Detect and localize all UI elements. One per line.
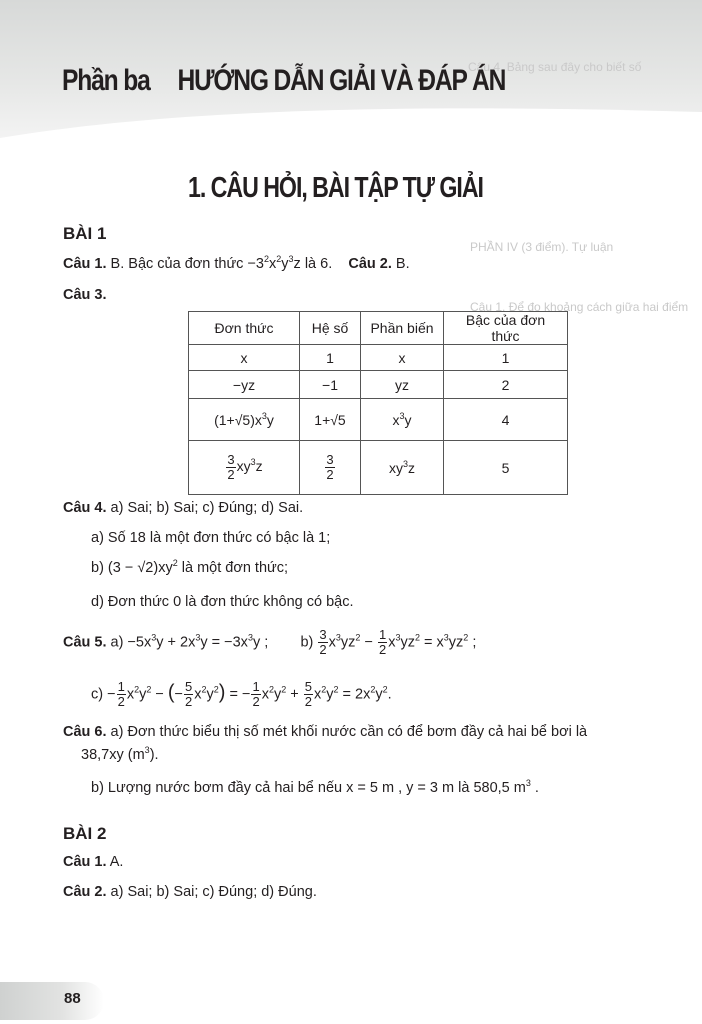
cau5-label: Câu 5. bbox=[63, 634, 107, 651]
table-row bbox=[189, 399, 568, 441]
bleed-through-text: Câu 4. Bảng sau đây cho biết số bbox=[468, 60, 642, 74]
table-cell: −yz bbox=[189, 371, 300, 399]
table-cell: $x^3y$ bbox=[361, 399, 444, 441]
table-header: Bậc của đơn thức bbox=[444, 312, 568, 345]
bai1-cau1 bbox=[63, 254, 410, 274]
bai2-cau2 bbox=[63, 882, 317, 902]
bai1-cau6 bbox=[63, 722, 587, 742]
cau4-label: Câu 4. bbox=[63, 500, 107, 516]
cau6-b-mid: là 580,5 m bbox=[458, 780, 526, 796]
bai2-cau1-text: A. bbox=[109, 854, 124, 870]
table-cell: $(1+√5)x^3y$ bbox=[189, 399, 300, 441]
table-header-row bbox=[189, 312, 568, 345]
cau6-a-cont: 38,7xy $(m^3)$. bbox=[81, 745, 159, 763]
table-header: Đơn thức bbox=[189, 312, 300, 345]
part-heading: HƯỚNG DẪN GIẢI VÀ ĐÁP ÁN bbox=[177, 64, 506, 97]
part-label: Phần ba bbox=[62, 64, 150, 97]
table-cell: 1 bbox=[300, 345, 361, 371]
cau5-c: c) − $\frac{1}{2}$ $x^2y^2$ − (− $\frac{5}{2}$ $x^2y^2$) = − $\frac{1}{2}$ $x^2y^2$ + $\frac{5}{2}$ $x^2y^2 = 2x^2y^2$. bbox=[91, 679, 392, 709]
bleed-through-text: PHẦN IV (3 điểm). Tự luận bbox=[470, 240, 614, 254]
table-header: Hệ số bbox=[300, 312, 361, 345]
page-number-tab bbox=[0, 982, 104, 1020]
section-title: 1. CÂU HỎI, BÀI TẬP TỰ GIẢI bbox=[188, 172, 483, 204]
table-cell: $\frac{3}{2}$ bbox=[300, 441, 361, 495]
header-curve bbox=[0, 104, 702, 164]
bai2-cau1 bbox=[63, 852, 123, 872]
table-row bbox=[189, 371, 568, 399]
bai2-cau2-text: a) Sai; b) Sai; c) Đúng; d) Đúng. bbox=[110, 884, 317, 900]
cau1-text-b: là 6. bbox=[304, 256, 333, 272]
table-cell: −1 bbox=[300, 371, 361, 399]
table-cell: 1 bbox=[444, 345, 568, 371]
cau6-label: Câu 6. bbox=[63, 724, 107, 740]
monomial-table bbox=[188, 311, 568, 495]
bai1-cau4 bbox=[63, 498, 303, 518]
table-cell: 4 bbox=[444, 399, 568, 441]
table-header: Phần biến bbox=[361, 312, 444, 345]
bai1-cau5: Câu 5. $a) -5x^3y + 2x^3y = -3x^3y$ ; b) $\frac{3}{2}$ $x^3yz^2$ − $\frac{1}{2}$ $x^3yz^2 = x^3yz^2$ ; bbox=[63, 627, 477, 657]
cau2-label: Câu 2. bbox=[348, 256, 392, 272]
cau6-a: a) Đơn thức biểu thị số mét khối nước cần có để bơm đầy cả hai bể bơi là bbox=[110, 724, 588, 740]
bai1-cau3 bbox=[63, 285, 107, 305]
cau2-text: B. bbox=[395, 256, 410, 272]
cau4-a: a) Số 18 là một đơn thức có bậc là 1; bbox=[91, 530, 331, 546]
cau4-b-suffix: là một đơn thức; bbox=[181, 560, 289, 576]
cau6-b: b) Lượng nước bơm đầy cả hai bể nếu x = 5 m , y = 3 m là 580,5 $m^3$ . bbox=[91, 778, 539, 796]
bai2-heading: BÀI 2 bbox=[63, 824, 107, 843]
cau1-text: B. Bậc của đơn thức bbox=[110, 256, 244, 272]
bai2-cau1-label: Câu 1. bbox=[63, 854, 107, 870]
table-row bbox=[189, 441, 568, 495]
cau6-b-text: b) Lượng nước bơm đầy cả hai bể nếu bbox=[91, 780, 343, 796]
cau1-formula: $-3^2x^2y^3z$ bbox=[247, 254, 301, 272]
cau4-text: a) Sai; b) Sai; c) Đúng; d) Sai. bbox=[110, 500, 304, 516]
table-cell: 5 bbox=[444, 441, 568, 495]
table-cell: x bbox=[189, 345, 300, 371]
table-cell: $\frac{3}{2}$ $xy^3z$ bbox=[189, 441, 300, 495]
table-row bbox=[189, 345, 568, 371]
bai1-heading: BÀI 1 bbox=[63, 224, 107, 243]
cau3-label: Câu 3. bbox=[63, 287, 107, 303]
cau4-b: b) $(3 - √2)xy^2$ là một đơn thức; bbox=[91, 558, 289, 576]
cau1-label: Câu 1. bbox=[63, 256, 107, 272]
page-number: 88 bbox=[64, 990, 81, 1007]
part-title bbox=[62, 64, 505, 98]
bleed-through-text: Câu 1. Để đo khoảng cách giữa hai điểm bbox=[470, 300, 689, 314]
table-cell: yz bbox=[361, 371, 444, 399]
cau4-d: d) Đơn thức 0 là đơn thức không có bậc. bbox=[91, 594, 354, 610]
table-cell: x bbox=[361, 345, 444, 371]
table-cell: $xy^3z$ bbox=[361, 441, 444, 495]
table-cell: 1+√5 bbox=[300, 399, 361, 441]
table-cell: 2 bbox=[444, 371, 568, 399]
bai2-cau2-label: Câu 2. bbox=[63, 884, 107, 900]
